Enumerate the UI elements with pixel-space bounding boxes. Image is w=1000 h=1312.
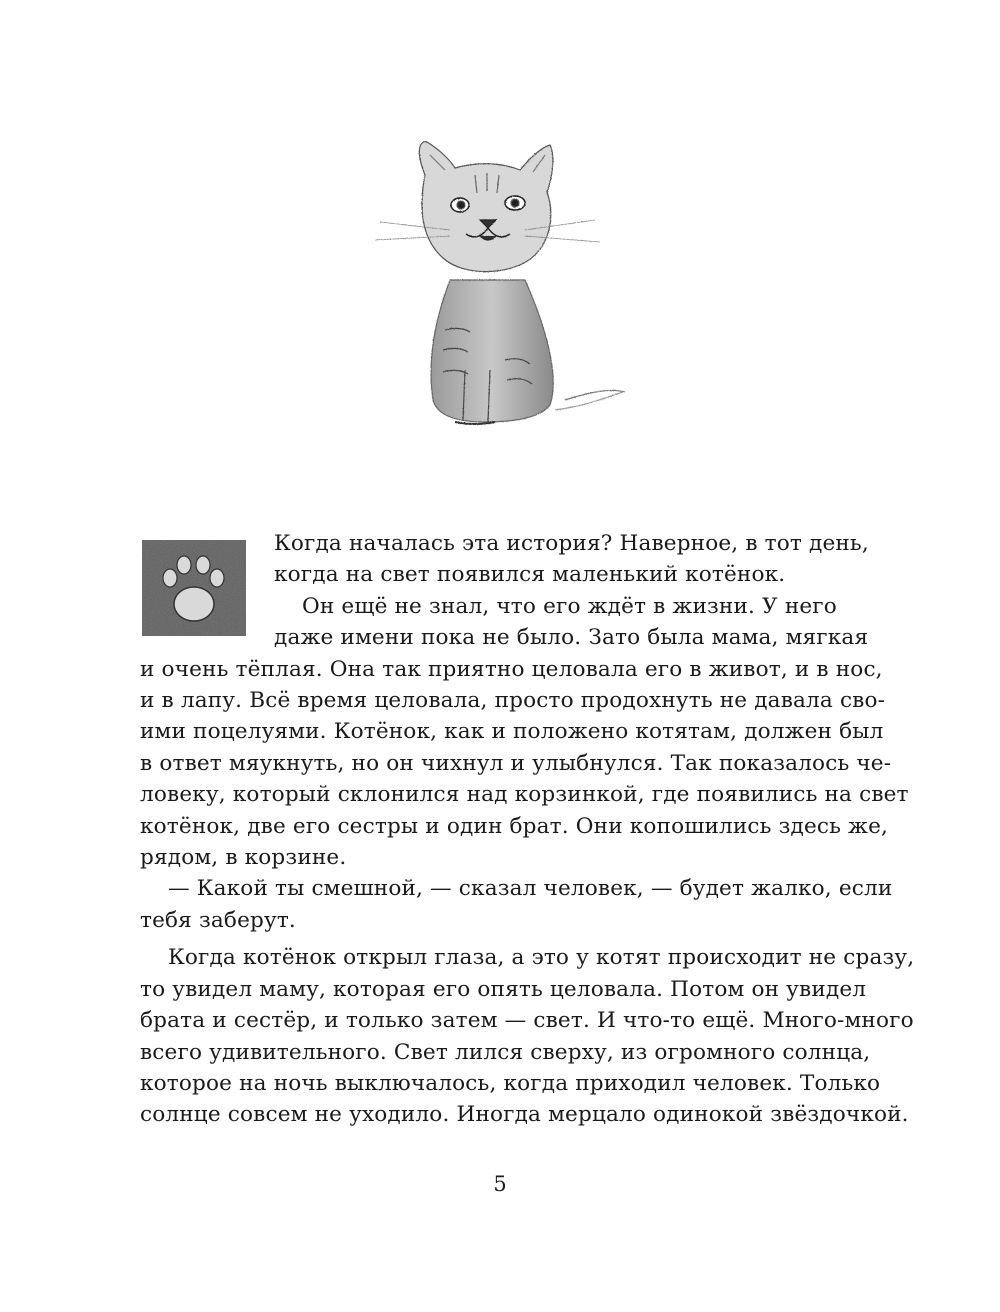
page-number: 5 (493, 1172, 507, 1196)
text-line: брата и сестёр, и только затем — свет. И что-то ещё. Много-много (140, 1008, 914, 1034)
text-line: Когда началась эта история? Наверное, в тот день, (274, 531, 869, 556)
text-line: Когда котёнок открыл глаза, а это у котят происходит не сразу, (168, 945, 915, 971)
text-line: ловеку, который склонился над корзинкой, где появились на свет (140, 782, 909, 808)
text-line: даже имени пока не было. Зато была мама, мягкая (274, 625, 869, 651)
text-line: и в лапу. Всё время целовала, просто продохнуть не давала сво- (140, 688, 886, 714)
kitten-illustration (355, 130, 645, 450)
text-line: которое на ночь выключалось, когда приходил человек. Только (140, 1070, 881, 1096)
text-line: тебя заберут. (140, 907, 296, 933)
text-line: солнце совсем не уходило. Иногда мерцало одинокой звёздочкой. (140, 1102, 909, 1128)
text-line: всего удивительного. Свет лился сверху, из огромного солнца, (140, 1039, 871, 1065)
text-line: Он ещё не знал, что его ждёт в жизни. У него (302, 593, 837, 619)
text-line: — Какой ты смешной, — сказал человек, — будет жалко, если (168, 876, 893, 902)
story-text (140, 528, 915, 1131)
text-line: котёнок, две его сестры и один брат. Они копошились здесь же, (140, 813, 889, 839)
text-line: ими поцелуями. Котёнок, как и положено котятам, должен был (140, 719, 884, 745)
text-line: и очень тёплая. Она так приятно целовала его в живот, и в нос, (140, 656, 883, 682)
text-line: когда на свет появился маленький котёнок. (274, 562, 786, 588)
text-line: то увидел маму, которая его опять целовала. Потом он увидел (140, 976, 867, 1002)
text-line: в ответ мяукнуть, но он чихнул и улыбнулся. Так показалось че- (140, 750, 892, 776)
text-line: рядом, в корзине. (140, 845, 347, 871)
